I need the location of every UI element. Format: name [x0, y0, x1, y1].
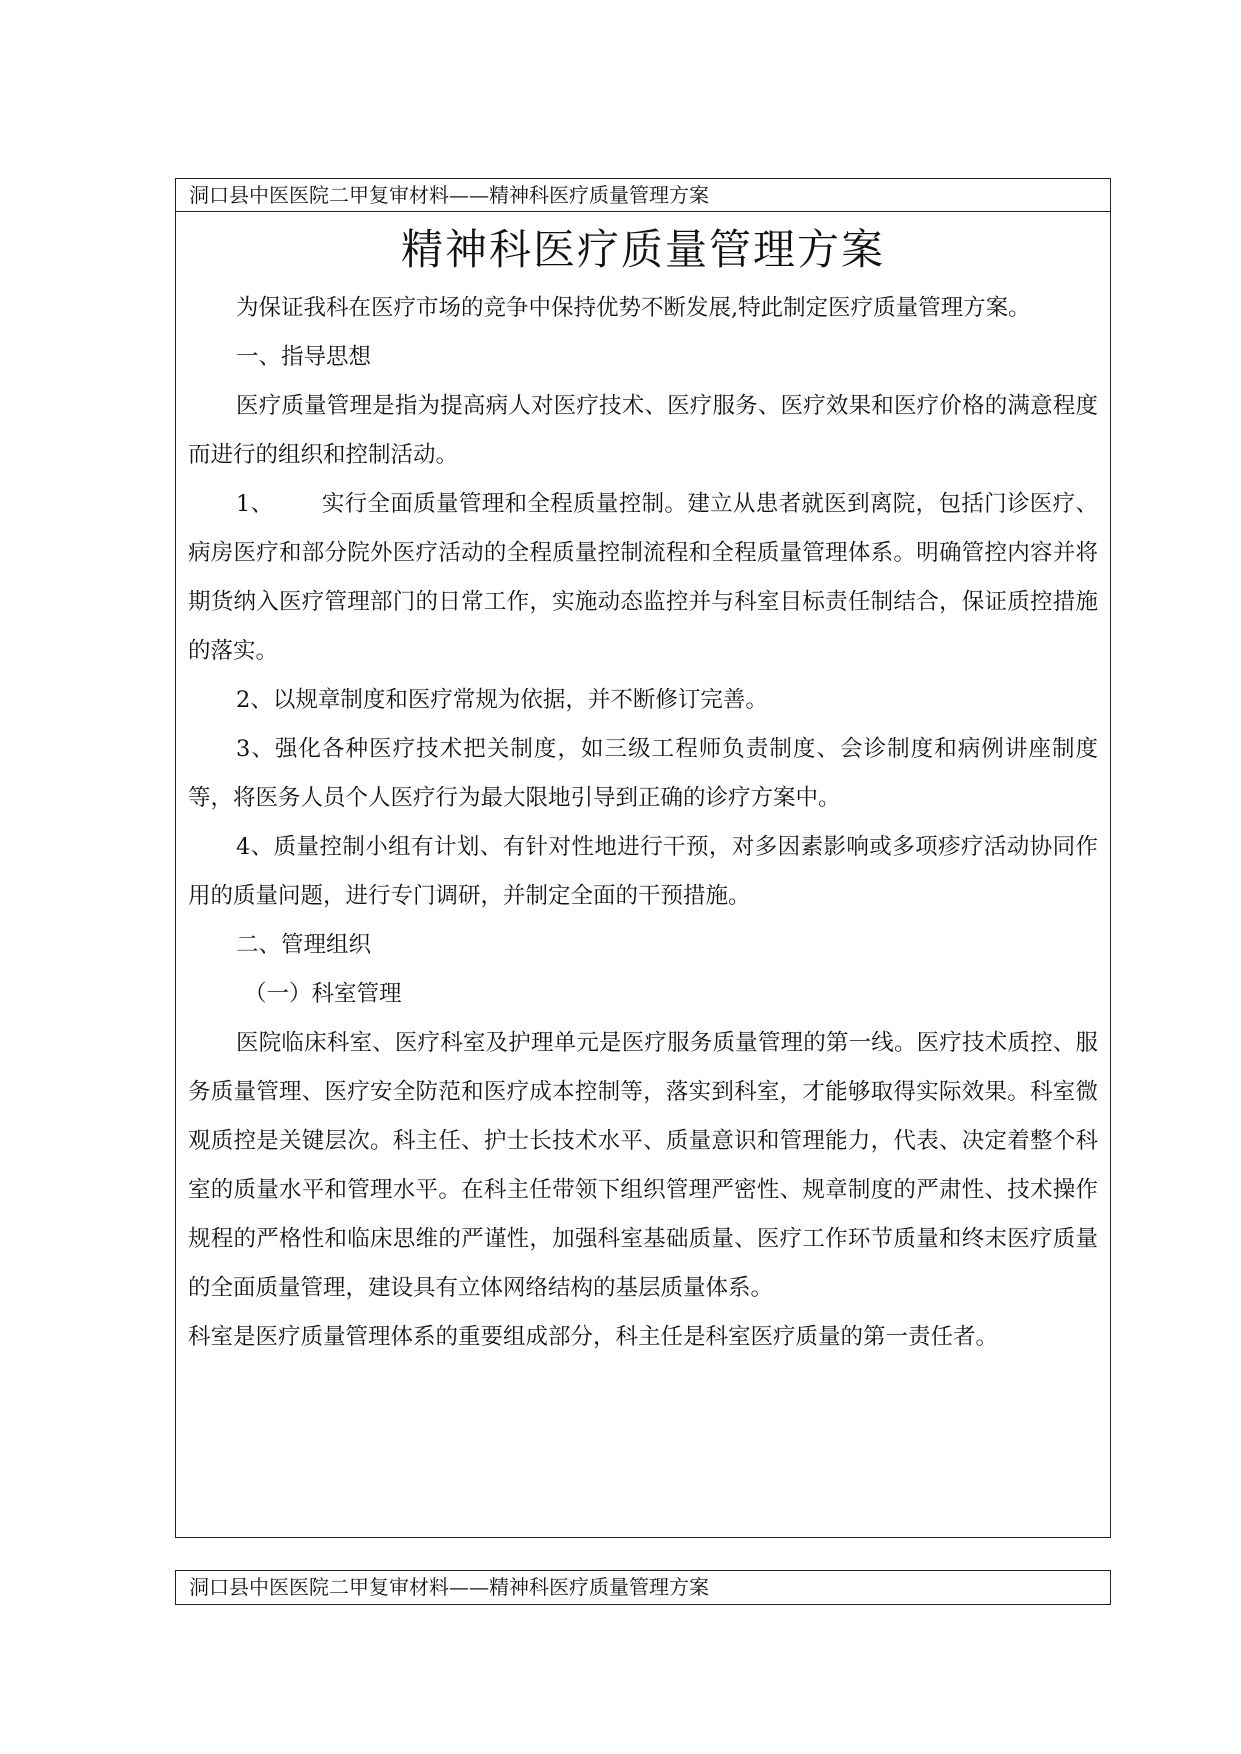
list-item-1-text: 实行全面质量管理和全程质量控制。建立从患者就医到离院，包括门诊医疗、病房医疗和部分院外医疗活动的全程质量控制流程和全程质量管理体系。明确管控内容并将期货纳入医疗管理部门的日常工作，实施动态监控并与科室目标责任制结合，保证质控措施的落实。 [188, 491, 1098, 664]
list-item-3: 3、强化各种医疗技术把关制度，如三级工程师负责制度、会诊制度和病例讲座制度等，将医务人员个人医疗行为最大限地引导到正确的诊疗方案中。 [188, 736, 1098, 811]
section-heading-1: 一、指导思想 [236, 344, 372, 370]
document-title: 精神科医疗质量管理方案 [400, 225, 885, 274]
document-footer: 洞口县中医医院二甲复审材料——精神科医疗质量管理方案 [189, 1575, 709, 1599]
list-item-1 [188, 480, 1098, 676]
document-header: 洞口县中医医院二甲复审材料——精神科医疗质量管理方案 [176, 179, 1110, 212]
list-item-1-number: 1、 [236, 491, 274, 517]
intro-paragraph: 为保证我科在医疗市场的竞争中保持优势不断发展,特此制定医疗质量管理方案。 [236, 295, 1031, 321]
list-item-2: 2、以规章制度和医疗常规为依据，并不断修订完善。 [236, 687, 768, 713]
document-body [176, 284, 1110, 1362]
section-heading-2: 二、管理组织 [236, 932, 372, 958]
document-footer-frame [175, 1570, 1111, 1605]
subsection-heading-1: （一）科室管理 [244, 981, 402, 1007]
paragraph-department-management: 医院临床科室、医疗科室及护理单元是医疗服务质量管理的第一线。医疗技术质控、服务质量管理、医疗安全防范和医疗成本控制等，落实到科室，才能够取得实际效果。科室微观质控是关键层次。科主任、护士长技术水平、质量意识和管理能力，代表、决定着整个科室的质量水平和管理水平。在科主任带领下组织管理严密性、规章制度的严肃性、技术操作规程的严格性和临床思维的严谨性，加强科室基础质量、医疗工作环节质量和终末医疗质量的全面质量管理，建设具有立体网络结构的基层质量体系。 [188, 1030, 1098, 1301]
list-item-4: 4、质量控制小组有计划、有针对性地进行干预，对多因素影响或多项疹疗活动协同作用的质量问题，进行专门调研，并制定全面的干预措施。 [188, 834, 1098, 909]
paragraph-responsibility: 科室是医疗质量管理体系的重要组成部分，科主任是科室医疗质量的第一责任者。 [188, 1324, 999, 1350]
paragraph-guiding-idea: 医疗质量管理是指为提高病人对医疗技术、医疗服务、医疗效果和医疗价格的满意程度而进行的组织和控制活动。 [188, 393, 1098, 468]
document-frame [175, 178, 1111, 1538]
